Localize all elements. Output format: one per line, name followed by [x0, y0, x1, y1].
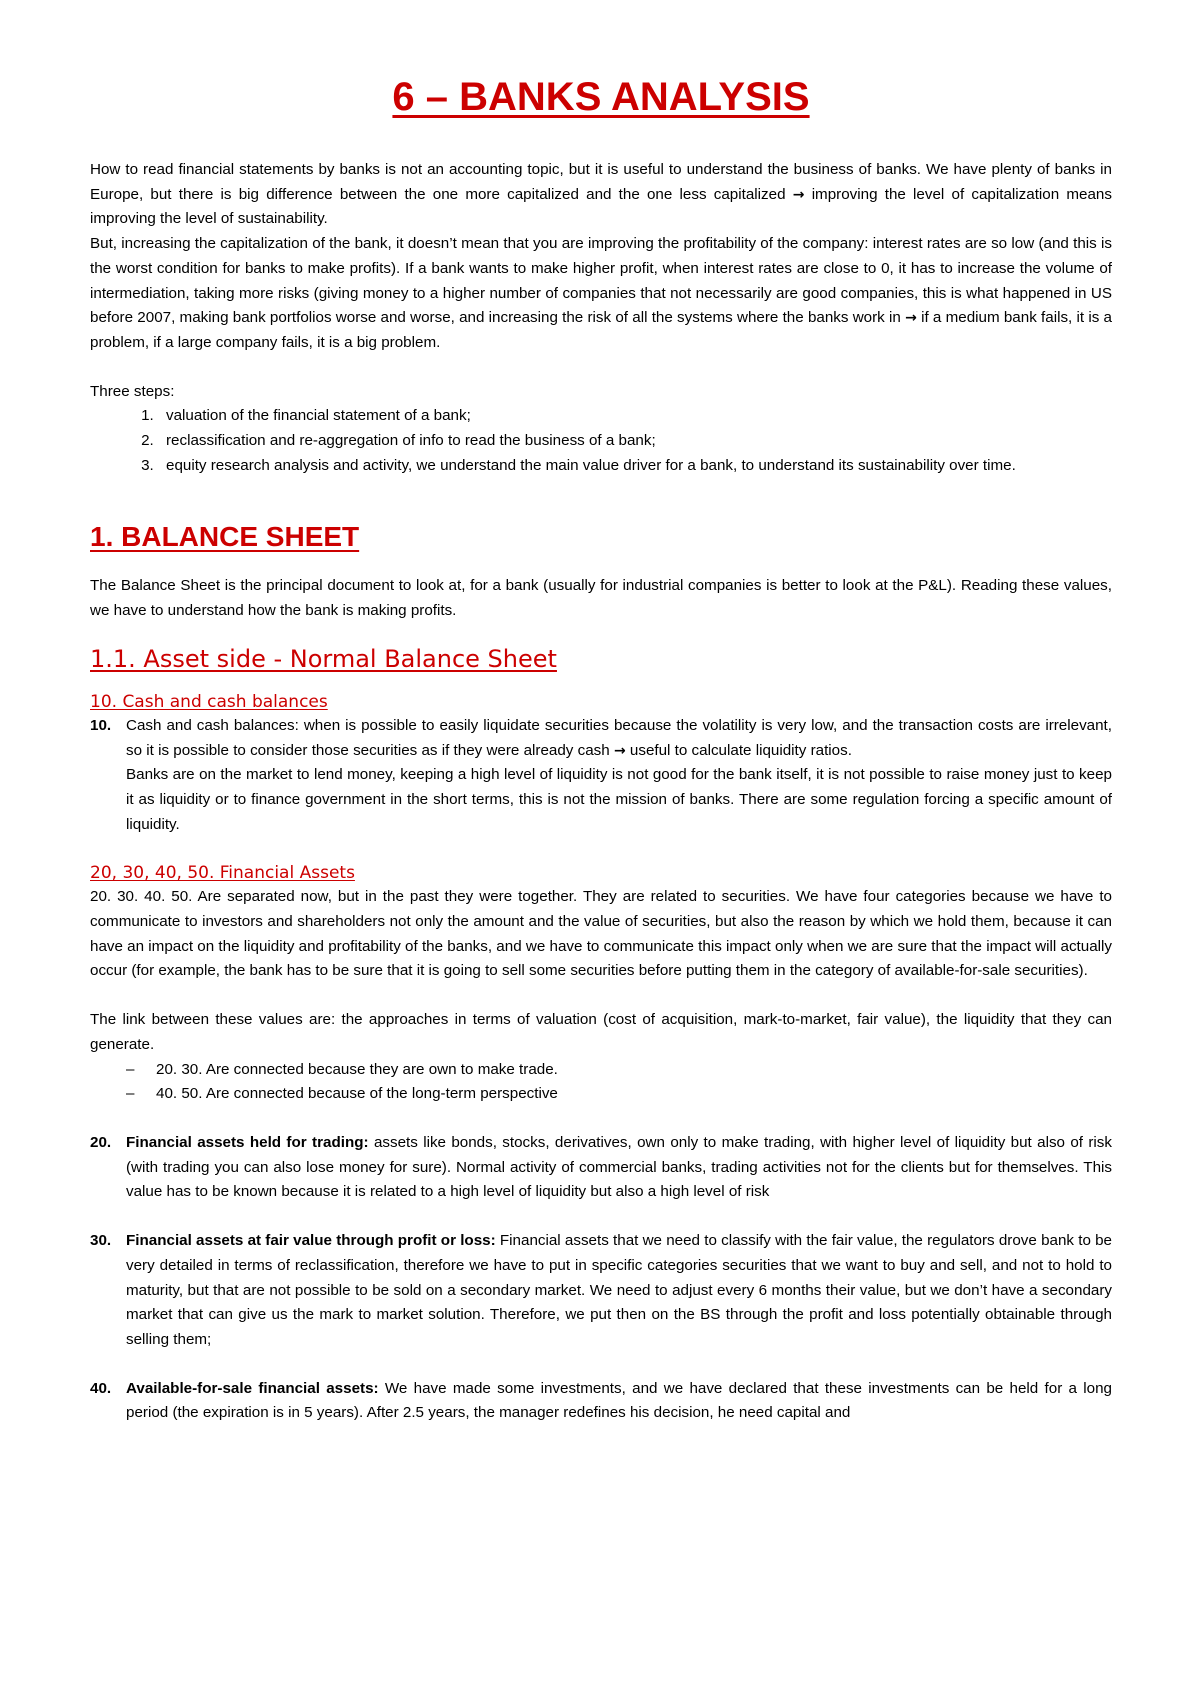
- page-title: 6 – BANKS ANALYSIS: [392, 75, 810, 119]
- item-text: We have made some investments, and we have declared that these investments can be held for a long period (the expiration is in 5 years). After 2.5 years, the manager redefines his decision, he need capital and: [126, 1379, 1112, 1422]
- intro-paragraph-2: [90, 232, 1112, 356]
- arrow-right-icon: →: [905, 310, 917, 327]
- cash-text: Cash and cash balances: when is possible to easily liquidate securities because the volatility is very low, and the transaction costs are irrelevant, so it is possible to consider those securities as if they were already cash: [126, 716, 1112, 759]
- item-text: Financial assets that we need to classify with the fair value, the regulators drove bank to be very detailed in terms of reclassification, therefore we have to put in specific categories securities that we want to buy and sell, and not to hold to maturity, but that are not possible to be sold on a secondary market. We need to adjust every 6 months their value, but we don’t have a secondary market that can give us the mark to market solution. Therefore, we put then on the BS through the profit and loss potentially obtainable through selling them;: [126, 1232, 1112, 1348]
- dash-item: – 40. 50. Are connected because of the long-term perspective: [90, 1082, 1112, 1107]
- steps-heading: Three steps:: [90, 382, 175, 400]
- list-item: 2. reclassification and re-aggregation of info to read the business of a bank;: [158, 429, 1112, 454]
- item-body: [126, 714, 1112, 838]
- financial-item-30: [90, 1229, 1112, 1353]
- list-item: 1. valuation of the financial statement of a bank;: [158, 404, 1112, 429]
- item-body: [126, 1229, 1112, 1353]
- item-number: 40.: [90, 1379, 112, 1397]
- intro-text: improving the level of capitalization means improving the level of sustainability.: [90, 185, 1112, 228]
- balance-sheet-paragraph: The Balance Sheet is the principal document to look at, for a bank (usually for industrial companies is better to look at the P&L). Reading these values, we have to understand how the bank is making profits.: [90, 577, 1112, 620]
- intro-paragraph-1: [90, 158, 1112, 232]
- steps-list: [90, 404, 1112, 478]
- intro-text: But, increasing the capitalization of the bank, it doesn’t mean that you are improving the profitability of the company: interest rates are so low (and this is the worst condition for banks to make profits). If a bank wants to make higher profit, when interest rates are close to 0, it has to increase the volume of intermediation, taking more risks (giving money to a higher number of companies that not necessarily are good companies, this is what happened in US before 2007, making bank portfolios worse and worse, and increasing the risk of all the systems where the banks work in: [90, 235, 1112, 327]
- subheading-financial-assets: 20, 30, 40, 50. Financial Assets: [90, 863, 355, 884]
- financial-link-paragraph: The link between these values are: the approaches in terms of valuation (cost of acquisition, mark-to-market, fair value), the liquidity that they can generate.: [90, 1011, 1112, 1053]
- financial-paragraph: 20. 30. 40. 50. Are separated now, but in the past they were together. They are related to securities. We have four categories because we have to communicate to investors and shareholders not only the amount and the value of securities, but also the reason by which we hold them, because it can have an impact on the liquidity and profitability of the banks, and we have to communicate this impact only when we are sure that the impact will actually occur (for example, the bank has to be sure that it is going to sell some securities before putting them in the category of available-for-sale securities).: [90, 888, 1112, 980]
- subheading-cash: 10. Cash and cash balances: [90, 691, 328, 712]
- section-heading-balance-sheet: 1. BALANCE SHEET: [90, 521, 360, 553]
- intro-text: if a medium bank fails, it is a problem, if a large company fails, it is a big problem.: [90, 309, 1112, 351]
- item-number: 10.: [90, 716, 112, 734]
- item-label: Available-for-sale financial assets:: [126, 1379, 379, 1397]
- cash-text: Banks are on the market to lend money, keeping a high level of liquidity is not good for the bank itself, it is not possible to raise money just to keep it as liquidity or to finance government in the short terms, this is not the mission of banks. There are some regulation forcing a specific amount of liquidity.: [126, 766, 1112, 833]
- cash-text: useful to calculate liquidity ratios.: [629, 741, 852, 759]
- item-body: [126, 1131, 1112, 1205]
- item-label: Financial assets held for trading:: [126, 1133, 369, 1151]
- item-number: 20.: [90, 1133, 112, 1151]
- intro-text: How to read financial statements by banks is not an accounting topic, but it is useful to understand the business of banks. We have plenty of banks in Europe, but there is big difference between the one more capitalized and the one less capitalized: [90, 161, 1112, 203]
- dash-item-text: 40. 50. Are connected because of the long-term perspective: [156, 1085, 558, 1103]
- section-heading-asset-side: 1.1. Asset side - Normal Balance Sheet: [90, 644, 557, 673]
- dash-item-text: 20. 30. Are connected because they are own to make trade.: [156, 1060, 558, 1078]
- financial-item-40: [90, 1377, 1112, 1426]
- dash-item: – 20. 30. Are connected because they are own to make trade.: [90, 1058, 1112, 1083]
- cash-item: [90, 714, 1112, 838]
- arrow-right-icon: →: [613, 742, 626, 759]
- item-body: [126, 1377, 1112, 1426]
- arrow-right-icon: →: [792, 186, 805, 203]
- financial-item-20: [90, 1131, 1112, 1205]
- list-item: 3. equity research analysis and activity, we understand the main value driver for a bank, to understand its sustainability over time.: [158, 454, 1112, 479]
- item-label: Financial assets at fair value through profit or loss:: [126, 1232, 496, 1250]
- item-number: 30.: [90, 1232, 112, 1250]
- item-text: assets like bonds, stocks, derivatives, own only to make trading, with higher level of liquidity but also of risk (with trading you can also lose money for sure). Normal activity of commercial banks, trading activities not for the clients but for themselves. This value has to be known because it is related to a high level of liquidity but also a high level of risk: [126, 1133, 1112, 1201]
